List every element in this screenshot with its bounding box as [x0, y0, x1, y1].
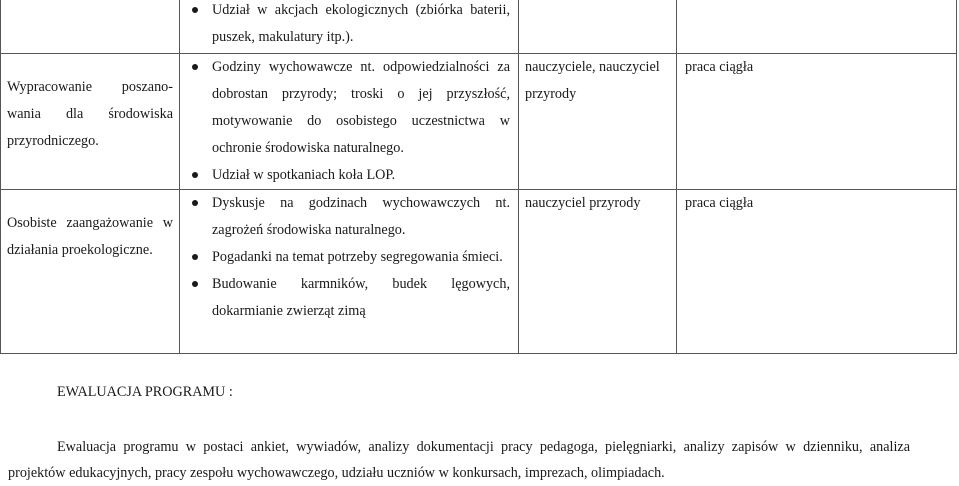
- activities-cell: [180, 0, 519, 54]
- responsible-cell: [519, 54, 677, 190]
- table-row: [1, 54, 957, 190]
- area-cell: [1, 190, 180, 354]
- table-row: [1, 0, 957, 54]
- bullet-icon: [192, 281, 198, 287]
- activity-item: Godziny wychowawcze nt. odpowiedzialności za dobrostan przyrody; troski o jej przyszłość, motywowanie do osobistego uczestnictwa w ochronie środowiska naturalnego.: [180, 54, 510, 162]
- activity-item: Udział w akcjach ekologicznych (zbiórka baterii, puszek, makulatury itp.).: [180, 0, 510, 51]
- timeframe-cell: [677, 190, 957, 354]
- area-text: przyrodniczego.: [7, 133, 99, 149]
- area-cell: [1, 54, 180, 190]
- timeframe-text: praca ciągła: [685, 59, 754, 75]
- activities-cell: [180, 190, 519, 354]
- responsible-text: nauczyciel przyrody: [525, 195, 641, 211]
- bullet-icon: [192, 200, 198, 206]
- activity-item: Dyskusje na godzinach wychowawczych nt. zagrożeń środowiska naturalnego.: [180, 190, 510, 244]
- responsible-cell: [519, 190, 677, 354]
- responsible-cell: [519, 0, 677, 54]
- timeframe-cell: [677, 54, 957, 190]
- evaluation-paragraph: Ewaluacja programu w postaci ankiet, wywiadów, analizy dokumentacji pracy pedagoga, pielęgniarki, analizy zapisów w dzienniku, analiza projektów edukacyjnych, pracy zespołu wychowawczego, udziału uczniów w konkursach, imprezach, olimpiadach.: [8, 439, 910, 481]
- bullet-icon: [192, 64, 198, 70]
- table-row: [1, 190, 957, 354]
- responsible-text: nauczyciele, nauczyciel przyrody: [525, 59, 660, 102]
- timeframe-cell: [677, 0, 957, 54]
- activity-item: Budowanie karmników, budek lęgowych, dokarmianie zwierząt zimą: [180, 271, 510, 325]
- activity-item: Udział w spotkaniach koła LOP.: [180, 162, 510, 189]
- activity-item: Pogadanki na temat potrzeby segregowania śmieci.: [180, 244, 510, 271]
- area-text: wania dla środowiska: [7, 106, 173, 122]
- activities-cell: [180, 54, 519, 190]
- area-cell: [1, 0, 180, 54]
- area-text: działania proekologiczne.: [7, 242, 153, 258]
- evaluation-heading: EWALUACJA PROGRAMU :: [57, 384, 233, 400]
- area-text: Wypracowanie poszano-: [7, 79, 173, 95]
- area-text: Osobiste zaangażowanie w: [7, 215, 173, 231]
- bullet-icon: [192, 172, 198, 178]
- bullet-icon: [192, 7, 198, 13]
- timeframe-text: praca ciągła: [685, 195, 754, 211]
- bullet-icon: [192, 254, 198, 260]
